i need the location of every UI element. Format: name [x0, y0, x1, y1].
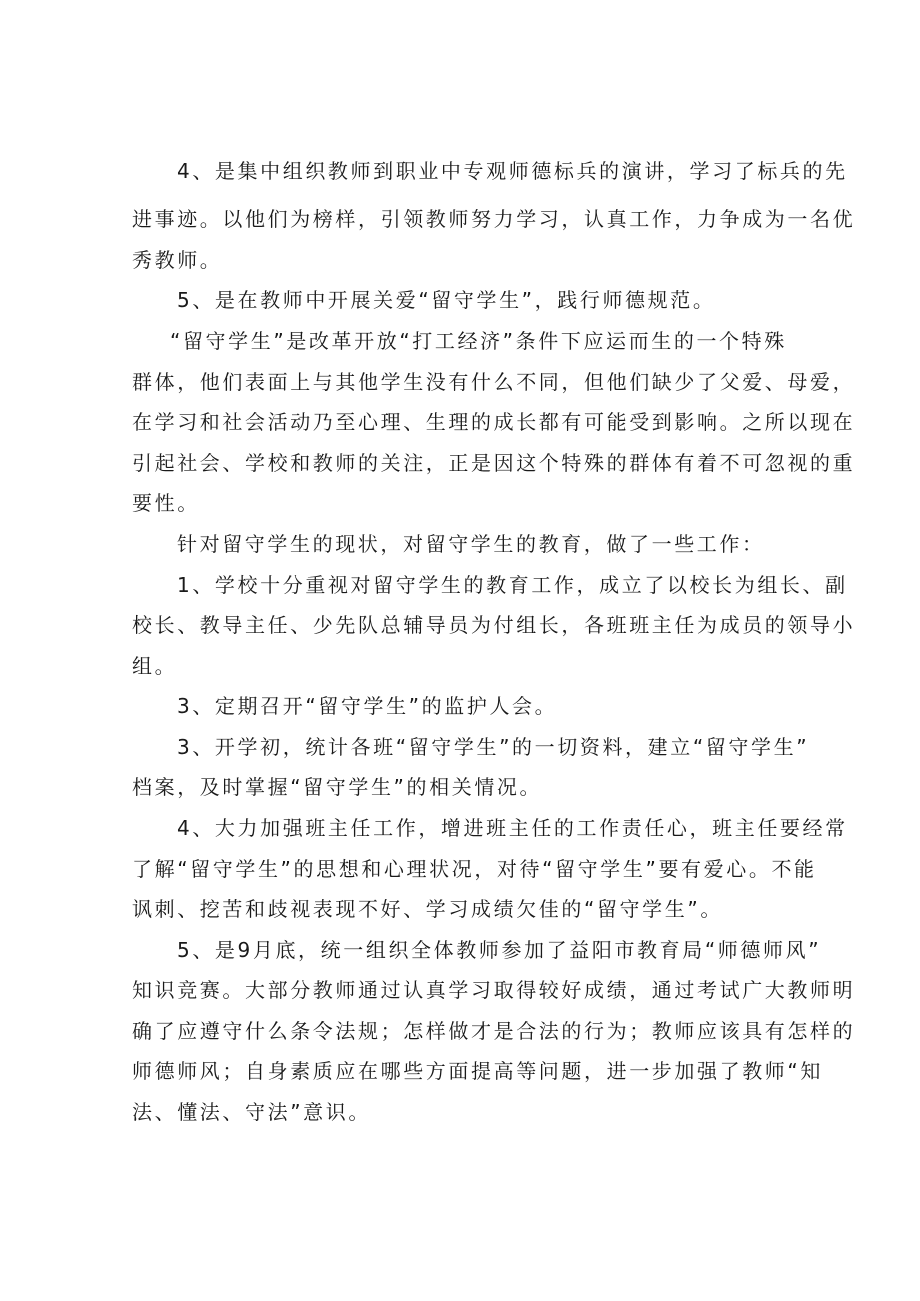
text-line: 秀教师。 — [132, 248, 223, 272]
text-line: 5、是在教师中开展关爱“留守学生”，践行师德规范。 — [177, 288, 716, 312]
text-line: 在学习和社会活动乃至心理、生理的成长都有可能受到影响。之所以现在 — [132, 410, 856, 434]
text-line: 4、是集中组织教师到职业中专观师德标兵的演讲，学习了标兵的先 — [177, 159, 848, 183]
text-line: 师德师风；自身素质应在哪些方面提高等问题，进一步加强了教师“知 — [132, 1059, 823, 1083]
text-line: 了解“留守学生”的思想和心理状况，对待“留守学生”要有爱心。不能 — [132, 857, 817, 881]
text-line: 4、大力加强班主任工作，增进班主任的工作责任心，班主任要经常 — [177, 816, 848, 840]
text-line: 要性。 — [132, 491, 200, 515]
text-line: 进事迹。以他们为榜样，引领教师努力学习，认真工作，力争成为一名优 — [132, 207, 856, 231]
text-line: 知识竞赛。大部分教师通过认真学习取得较好成绩，通过考试广大教师明 — [132, 978, 856, 1002]
text-line: 档案，及时掌握“留守学生”的相关情况。 — [132, 775, 543, 799]
text-line: 引起社会、学校和教师的关注，正是因这个特殊的群体有着不可忽视的重 — [132, 451, 856, 475]
text-line: “留守学生”是改革开放“打工经济”条件下应运而生的一个特殊 — [170, 329, 787, 353]
text-line: 法、懂法、守法”意识。 — [132, 1100, 371, 1124]
text-line: 5、是9月底，统一组织全体教师参加了益阳市教育局“师德师风” — [177, 938, 822, 962]
text-line: 讽刺、挖苦和歧视表现不好、学习成绩欠佳的“留守学生”。 — [132, 897, 723, 921]
text-line: 3、开学初，统计各班“留守学生”的一切资料，建立“留守学生” — [177, 735, 810, 759]
text-line: 1、学校十分重视对留守学生的教育工作，成立了以校长为组长、副 — [177, 573, 848, 597]
text-line: 群体，他们表面上与其他学生没有什么不同，但他们缺少了父爱、母爱， — [132, 370, 856, 394]
text-line: 针对留守学生的现状，对留守学生的教育，做了一些工作： — [177, 532, 765, 556]
text-line: 组。 — [132, 654, 178, 678]
text-line: 确了应遵守什么条令法规；怎样做才是合法的行为；教师应该具有怎样的 — [132, 1019, 856, 1043]
text-line: 校长、教导主任、少先队总辅导员为付组长，各班班主任为成员的领导小 — [132, 613, 856, 637]
text-line: 3、定期召开“留守学生”的监护人会。 — [177, 694, 558, 718]
